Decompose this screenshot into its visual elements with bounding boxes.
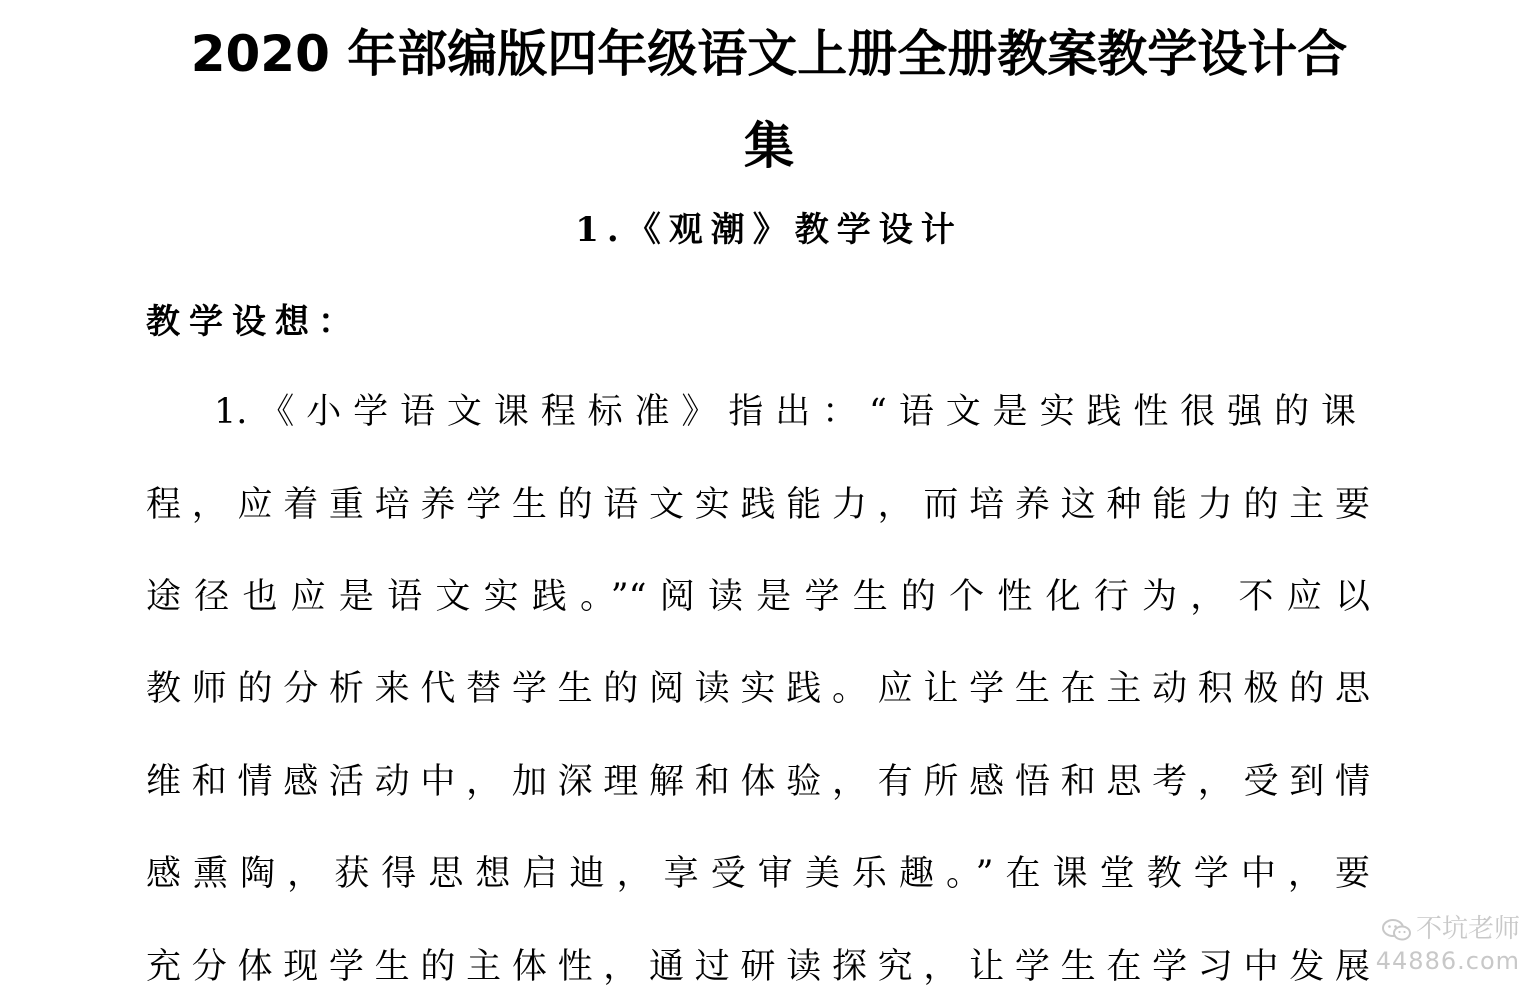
paragraph-line: 维和情感活动中，加深理解和体验，有所感悟和思考，受到情	[146, 762, 1370, 802]
paragraph-line: 感熏陶，获得思想启迪，享受审美乐趣。”在课堂教学中，要	[146, 854, 1370, 894]
paragraph-line: 充分体现学生的主体性，通过研读探究，让学生在学习中发展	[146, 947, 1370, 987]
paragraph-line: 1.《小学语文课程标准》指出：“语文是实践性很强的课	[214, 392, 1356, 432]
watermark-brand-text: 不坑老师	[1415, 914, 1520, 944]
section-title: 1.《观潮》教学设计	[575, 210, 963, 250]
paragraph-line: 教师的分析来代替学生的阅读实践。应让学生在主动积极的思	[146, 669, 1370, 709]
watermark	[1370, 912, 1520, 976]
watermark-site-text: 44886.com	[1375, 947, 1520, 975]
subheading-teaching-idea: 教学设想：	[146, 302, 361, 342]
document-title	[0, 8, 1538, 192]
document-title-line-2: 集	[744, 117, 794, 175]
watermark-brand-row	[1370, 912, 1520, 946]
paragraph-line: 途径也应是语文实践。”“阅读是学生的个性化行为，不应以	[146, 577, 1370, 617]
wechat-icon	[1382, 917, 1412, 941]
paragraph-line: 程，应着重培养学生的语文实践能力，而培养这种能力的主要	[146, 485, 1370, 525]
document-title-line-1: 2020 年部编版四年级语文上册全册教案教学设计合	[190, 25, 1348, 83]
